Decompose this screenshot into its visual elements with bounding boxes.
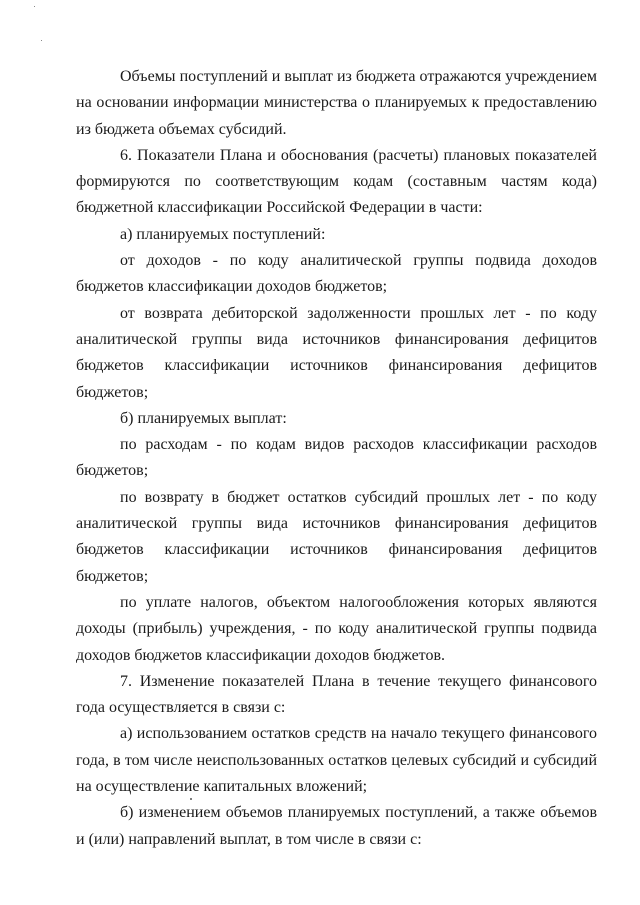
scan-speck (34, 6, 35, 7)
paragraph-taxes: по уплате налогов, объектом налогообложения которых являются доходы (прибыль) учреждения, - по коду аналитической группы подвида доходов бюджетов классификации доходов бюджетов. (76, 593, 597, 664)
paragraph-item-7: 7. Изменение показателей Плана в течение текущего финансового года осуществляется в связи с: (76, 672, 597, 717)
paragraph-subsidy-return: по возврату в бюджет остатков субсидий прошлых лет - по коду аналитической группы вида источников финансирования дефицитов бюджетов классификации источников финансирования дефицитов бюджетов; (76, 488, 597, 585)
scan-speck (190, 798, 192, 800)
paragraph-receivables-return: от возврата дебиторской задолженности прошлых лет - по коду аналитической группы вида источников финансирования дефицитов бюджетов классификации источников финансирования дефицитов бюджетов; (76, 304, 597, 401)
paragraph-subsidy-volumes: Объемы поступлений и выплат из бюджета отражаются учреждением на основании информации министерства о планируемых к предоставлению из бюджета объемах субсидий. (76, 68, 597, 138)
document-page (76, 64, 597, 853)
paragraph-planned-receipts: а) планируемых поступлений: (120, 225, 326, 243)
paragraph-planned-payments: б) планируемых выплат: (120, 409, 287, 427)
paragraph-remaining-funds: а) использованием остатков средств на начало текущего финансового года, в том числе неиспользованных остатков целевых субсидий и субсидий на осуществление капитальных вложений; (76, 725, 597, 796)
paragraph-expenses: по расходам - по кодам видов расходов классификации расходов бюджетов; (76, 436, 597, 480)
paragraph-item-6: 6. Показатели Плана и обоснования (расчеты) плановых показателей формируются по соответствующим кодам (составным частям кода) бюджетной классификации Российской Федерации в части: (76, 146, 597, 217)
paragraph-income: от доходов - по коду аналитической группы подвида доходов бюджетов классификации доходов бюджетов; (76, 252, 597, 296)
paragraph-volume-changes: б) изменением объемов планируемых поступлений, а также объемов и (или) направлений выплат, в том числе в связи с: (76, 804, 597, 848)
scan-speck (41, 40, 42, 41)
